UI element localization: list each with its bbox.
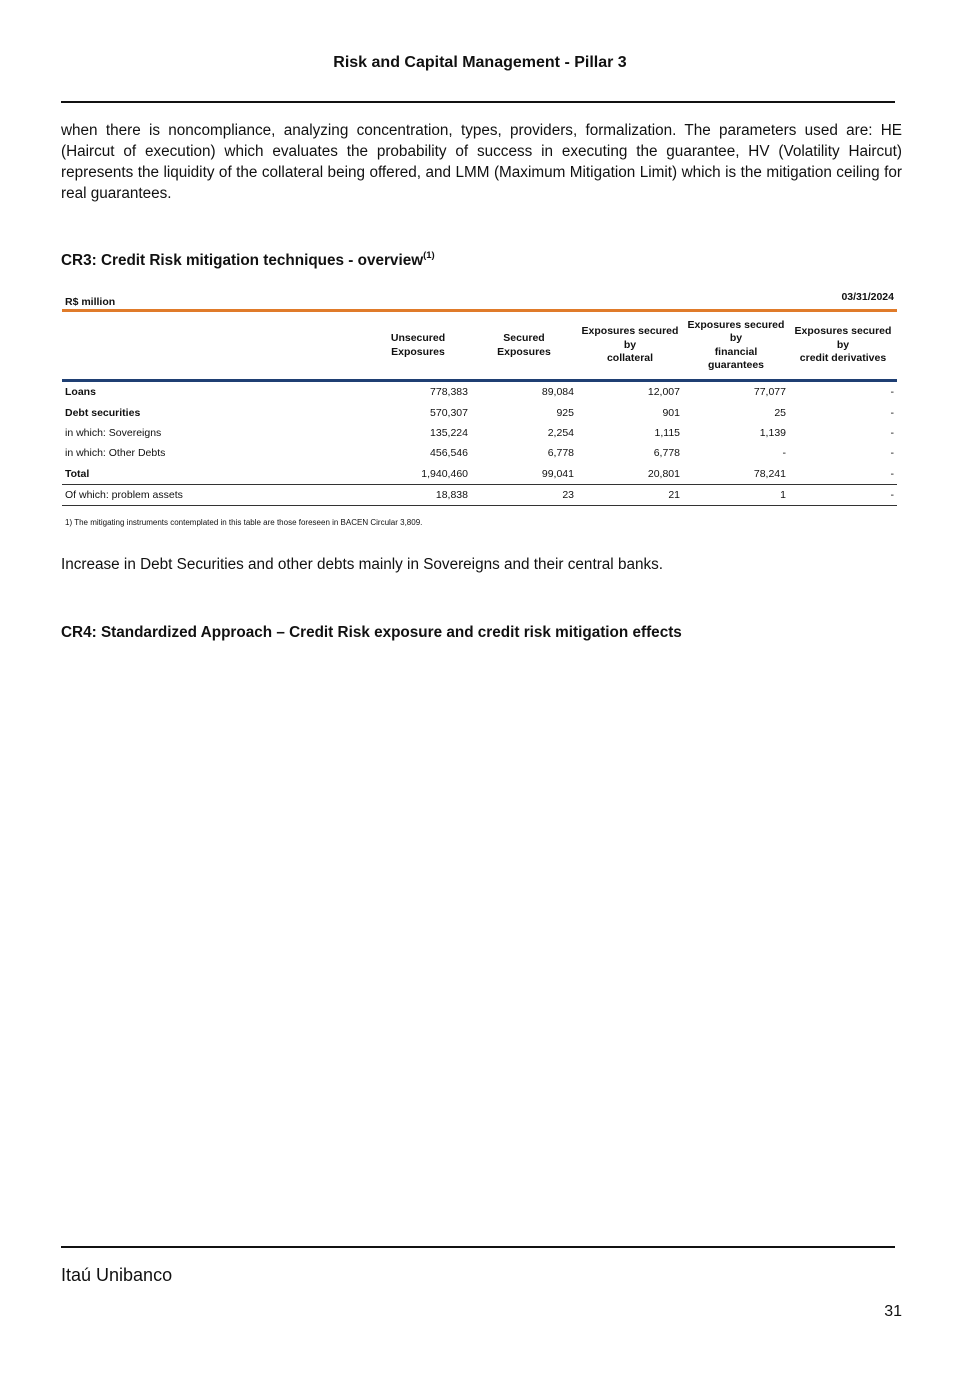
row-label: Total xyxy=(65,467,90,480)
table-cell: 6,778 xyxy=(653,447,680,460)
cr3-heading-footnote-ref: (1) xyxy=(423,250,435,261)
table-cell: 20,801 xyxy=(647,467,680,480)
table-cell: 25 xyxy=(774,406,786,419)
row-label: Loans xyxy=(65,386,96,399)
table-cell: 89,084 xyxy=(541,386,574,399)
cr4-heading: CR4: Standardized Approach – Credit Risk exposure and credit risk mitigation effects xyxy=(61,624,682,641)
cr3-heading-text: CR3: Credit Risk mitigation techniques - overview xyxy=(61,252,424,270)
table-cell: 925 xyxy=(556,406,574,419)
header-rule xyxy=(61,101,895,103)
table-row xyxy=(62,443,897,463)
table-cell: 1 xyxy=(683,484,789,505)
table-cell: 23 xyxy=(471,484,577,505)
table-row-problem-assets xyxy=(62,484,897,505)
table-row xyxy=(62,381,897,403)
unit-label: R$ million xyxy=(65,296,116,308)
table-cell: 99,041 xyxy=(541,467,574,480)
table-cell: - xyxy=(890,447,894,460)
table-cell: 135,224 xyxy=(430,426,468,439)
page-title: Risk and Capital Management - Pillar 3 xyxy=(333,54,627,71)
table-cell: 6,778 xyxy=(547,447,574,460)
table-cell: 570,307 xyxy=(430,406,468,419)
table-cell: 901 xyxy=(662,406,680,419)
row-label: Of which: problem assets xyxy=(62,484,365,505)
row-label: in which: Sovereigns xyxy=(65,426,162,439)
table-row-total xyxy=(62,464,897,485)
cr3-heading xyxy=(61,251,435,270)
table-row xyxy=(62,402,897,422)
table-cell: 1,115 xyxy=(654,426,680,439)
table-cell: 12,007 xyxy=(647,386,680,399)
page-number: 31 xyxy=(884,1303,902,1320)
footer-brand: Itaú Unibanco xyxy=(61,1265,173,1285)
table-cell: - xyxy=(782,447,786,460)
table-cell: 21 xyxy=(577,484,683,505)
table-cell: 2,254 xyxy=(547,426,574,439)
table-cell: - xyxy=(890,467,894,480)
cr3-table-container xyxy=(62,290,897,506)
column-header: Exposures secured by collateral xyxy=(577,312,683,381)
row-label: Debt securities xyxy=(65,406,141,419)
intro-paragraph: when there is noncompliance, analyzing concentration, types, providers, formalization. The parameters used are: HE (Haircut of execution) which evaluates the probability of success in executing the guarantee, HV (Volatility Haircut) represents the liquidity of the collateral being offered, and LMM (Maximum Mitigation Limit) which is the mitigation ceiling for real guarantees. xyxy=(61,122,902,202)
cr3-table xyxy=(62,312,897,506)
cr3-footnote: 1) The mitigating instruments contemplated in this table are those foreseen in BACEN Circular 3,809. xyxy=(65,518,423,527)
table-cell: - xyxy=(890,426,894,439)
column-header: Unsecured Exposures xyxy=(365,312,471,381)
table-cell: - xyxy=(890,406,894,419)
column-header: Exposures secured by credit derivatives xyxy=(789,312,897,381)
column-header: Secured Exposures xyxy=(471,312,577,381)
table-cell: 1,139 xyxy=(759,426,786,439)
column-header: Exposures secured by financial guarantees xyxy=(683,312,789,381)
table-cell: 78,241 xyxy=(753,467,786,480)
table-cell: 18,838 xyxy=(365,484,471,505)
cr3-table-caption-row xyxy=(62,290,897,308)
column-header-label xyxy=(62,312,365,381)
row-label: in which: Other Debts xyxy=(65,447,166,460)
table-cell: 778,383 xyxy=(430,386,468,399)
table-cell: 77,077 xyxy=(753,386,786,399)
table-cell: 1,940,460 xyxy=(421,467,468,480)
reference-date: 03/31/2024 xyxy=(841,291,894,303)
table-row xyxy=(62,423,897,443)
table-cell: - xyxy=(890,386,894,399)
table-cell: - xyxy=(789,484,897,505)
commentary-paragraph: Increase in Debt Securities and other debts mainly in Sovereigns and their central banks. xyxy=(61,556,664,573)
table-cell: 456,546 xyxy=(430,447,468,460)
footer-rule xyxy=(61,1246,895,1248)
table-header-row xyxy=(62,312,897,381)
